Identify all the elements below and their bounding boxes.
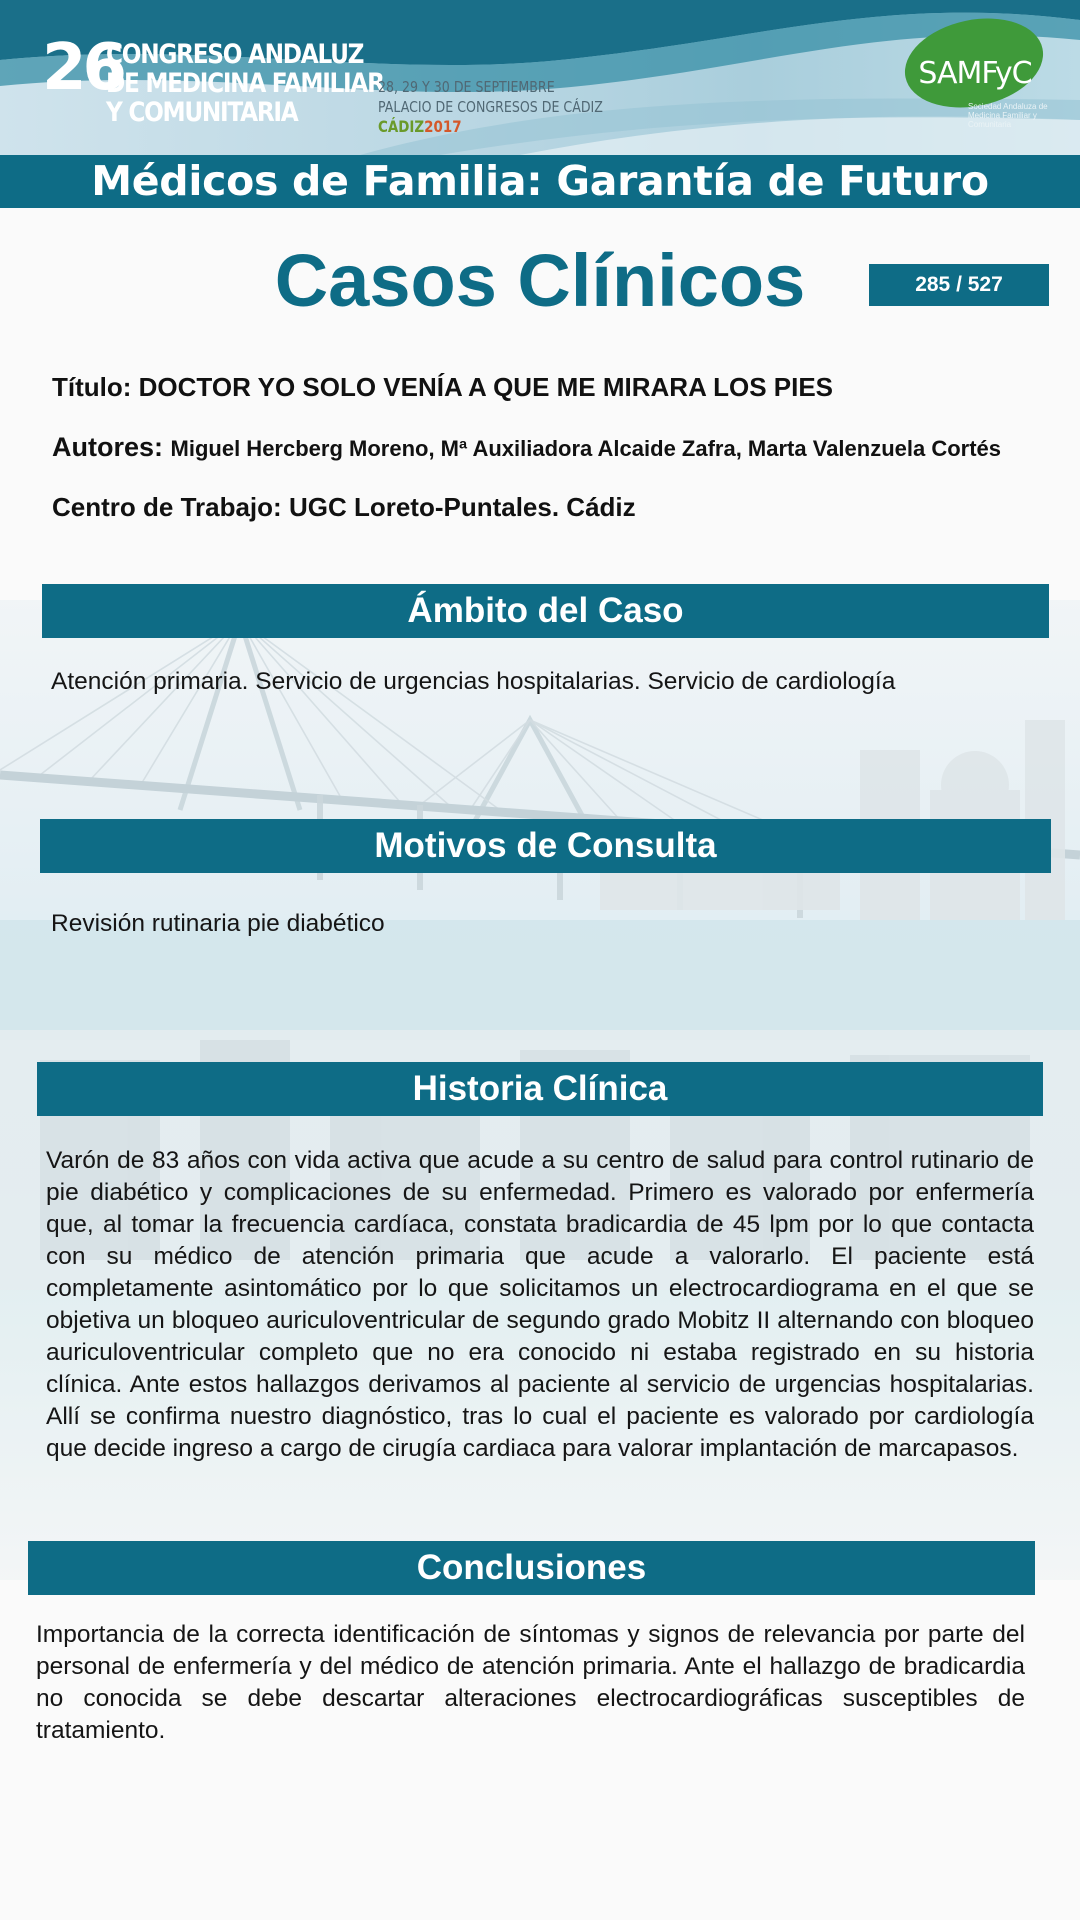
logo-text: SAMFyC xyxy=(918,56,1032,91)
slogan-bar: Médicos de Familia: Garantía de Futuro xyxy=(0,155,1080,208)
case-title xyxy=(52,372,833,403)
congress-name-line: CONGRESO ANDALUZ xyxy=(106,39,364,70)
samfyc-logo xyxy=(900,16,1050,142)
case-workplace-value: UGC Loreto-Puntales. Cádiz xyxy=(288,492,636,522)
section-heading-motivos: Motivos de Consulta xyxy=(40,819,1051,873)
case-workplace-label: Centro de Trabajo: xyxy=(52,492,282,522)
case-authors-value: Miguel Hercberg Moreno, Mª Auxiliadora Alcaide Zafra, Marta Valenzuela Cortés xyxy=(170,436,1002,461)
event-dates: 28, 29 Y 30 DE SEPTIEMBRE xyxy=(378,78,555,96)
section-text-motivos: Revisión rutinaria pie diabético xyxy=(51,910,385,937)
congress-name-line: DE MEDICINA FAMILIAR xyxy=(106,68,384,99)
section-text-ambito: Atención primaria. Servicio de urgencias hospitalarias. Servicio de cardiología xyxy=(51,668,896,695)
event-city-year xyxy=(378,117,603,137)
section-text-historia: Varón de 83 años con vida activa que acude a su centro de salud para control rutinario de pie diabético y complicaciones de su enfermedad. Primero es valorado por enfermería que, al tomar la frecuencia cardíaca, constata bradicardia de 45 lpm por lo que contacta con su médico de atención primaria que acude a valorarlo. El paciente está completamente asintomático por lo que solicitamos un electrocardiograma en el que se objetiva un bloqueo auriculoventricular de segundo grado Mobitz II alternando con bloqueo auriculoventricular completo que no era conocido ni estaba registrado en su historia clínica. Ante estos hallazgos derivamos al paciente al servicio de urgencias hospitalarias. Allí se confirma nuestro diagnóstico, tras lo cual el paciente es valorado por cardiología que decide ingreso a cargo de cirugía cardiaca para valorar implantación de marcapasos. xyxy=(46,1147,1034,1462)
congress-number: 26 xyxy=(42,31,124,105)
case-workplace xyxy=(52,492,636,523)
section-heading-ambito: Ámbito del Caso xyxy=(42,584,1049,638)
section-text-conclusiones: Importancia de la correcta identificación de síntomas y signos de relevancia por parte del personal de enfermería y del médico de atención primaria. Ante el hallazgo de bradicardia no conocida se debe descartar alteraciones electrocardiográficas susceptibles de tratamiento. xyxy=(36,1621,1025,1744)
page-title: Casos Clínicos xyxy=(274,239,806,322)
case-title-label: Título: xyxy=(52,372,132,402)
logo-subtitle: Sociedad Andaluza de Medicina Familiar y Comunitaria xyxy=(968,102,1048,129)
case-authors-label: Autores: xyxy=(52,432,164,462)
case-authors xyxy=(52,432,1001,463)
event-info xyxy=(378,77,603,137)
event-year: 2017 xyxy=(424,117,462,136)
page-indicator: 285 / 527 xyxy=(869,264,1049,306)
event-venue: PALACIO DE CONGRESOS DE CÁDIZ xyxy=(378,98,603,116)
section-heading-historia: Historia Clínica xyxy=(37,1062,1043,1116)
congress-banner xyxy=(0,0,1080,155)
congress-name xyxy=(106,40,384,127)
case-title-value: DOCTOR YO SOLO VENÍA A QUE ME MIRARA LOS PIES xyxy=(138,372,834,402)
congress-name-line: Y COMUNITARIA xyxy=(106,97,298,128)
event-city: CÁDIZ xyxy=(378,117,425,136)
section-heading-conclusiones: Conclusiones xyxy=(28,1541,1035,1595)
